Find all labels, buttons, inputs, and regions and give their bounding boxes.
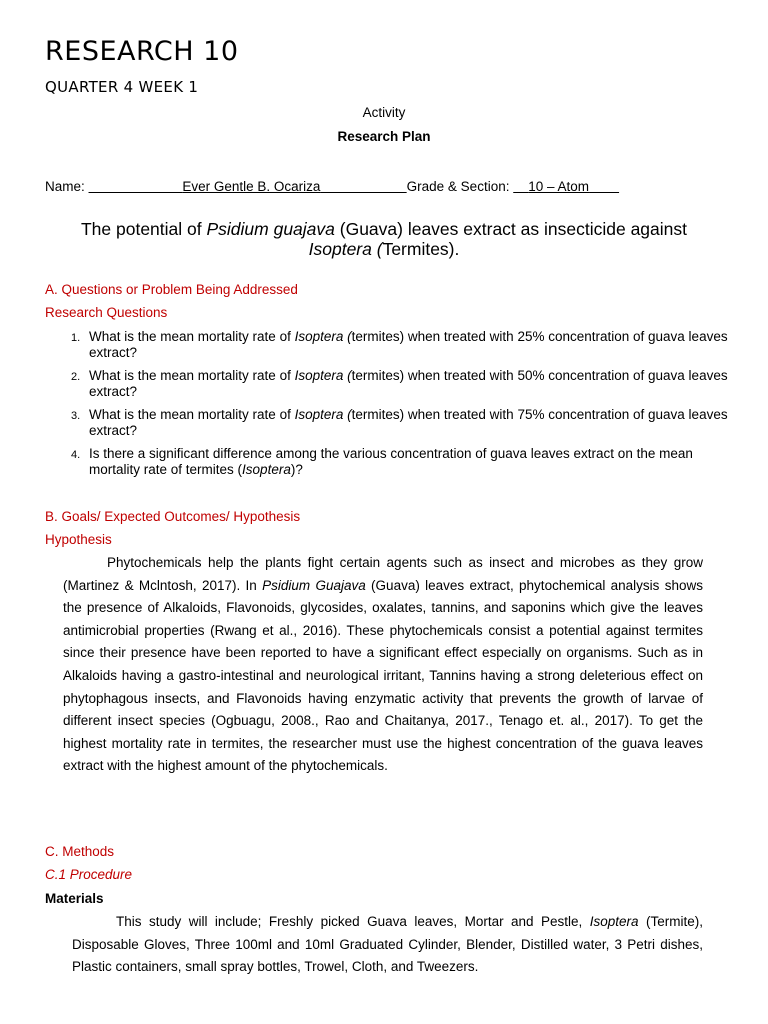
page-subtitle: QUARTER 4 WEEK 1 <box>45 78 199 96</box>
materials-heading: Materials <box>45 891 104 906</box>
research-questions-heading: Research Questions <box>45 305 168 320</box>
list-item: What is the mean mortality rate of Isoptera (termites) when treated with 25% concentration of guava leaves extract? <box>89 329 728 360</box>
grade-value: 10 – Atom <box>528 179 590 194</box>
section-a-heading: A. Questions or Problem Being Addressed <box>45 282 298 297</box>
research-plan-heading: Research Plan <box>337 129 431 144</box>
student-info-line <box>45 179 619 194</box>
list-item: What is the mean mortality rate of Isoptera (termites) when treated with 50% concentration of guava leaves extract? <box>89 368 728 399</box>
hypothesis-heading: Hypothesis <box>45 532 112 547</box>
section-b-heading: B. Goals/ Expected Outcomes/ Hypothesis <box>45 509 301 524</box>
question-number: 1. <box>71 332 81 344</box>
hypothesis-paragraph: Phytochemicals help the plants fight certain agents such as insect and microbes as they grow (Martinez & Mclntosh, 2017). In Psidium Guajava (Guava) leaves extract, phytochemical analysis shows the presence of Alkaloids, Flavonoids, glycosides, oxalates, tannins, and saponins which give the leaves antimicrobial properties (Rwang et al., 2016). These phytochemicals consist a potential against termites since their presence have been reported to have a significant effect especially on organisms. Such as in Alkaloids having a gastro-intestinal and neurological irritant, Tannins having a strong deleterious effect on phytophagous insects, and Flavonoids having enzymatic activity that prevents the growth of larvae of different insect species (Ogbuagu, 2008., Rao and Chaitanya, 2017., Tenago et. al., 2017). To get the highest mortality rate in termites, the researcher must use the highest concentration of the guava leaves extract with the highest amount of the phytochemicals. <box>63 555 703 774</box>
page-title: RESEARCH 10 <box>45 36 239 67</box>
materials-paragraph: This study will include; Freshly picked Guava leaves, Mortar and Pestle, Isoptera (Termite), Disposable Gloves, Three 100ml and 10ml Graduated Cylinder, Blender, Distilled water, 3 Petri dishes, Plastic containers, small spray bottles, Trowel, Cloth, and Tweezers. <box>72 914 704 975</box>
list-item: What is the mean mortality rate of Isoptera (termites) when treated with 75% concentration of guava leaves extract? <box>89 407 728 438</box>
question-number: 4. <box>71 449 81 461</box>
study-title: The potential of Psidium guajava (Guava) leaves extract as insecticide against Isoptera (Termites). <box>80 219 688 259</box>
list-item: Is there a significant difference among the various concentration of guava leaves extract on the mean mortality rate of termites (Isoptera)? <box>89 446 693 477</box>
name-value: Ever Gentle B. Ocariza <box>182 179 321 194</box>
grade-label: Grade & Section: <box>406 179 510 194</box>
name-label: Name: <box>45 179 85 194</box>
question-number: 2. <box>71 371 81 383</box>
procedure-heading: C.1 Procedure <box>45 867 133 882</box>
activity-label: Activity <box>362 105 406 120</box>
question-number: 3. <box>71 410 81 422</box>
section-c-heading: C. Methods <box>45 844 115 859</box>
